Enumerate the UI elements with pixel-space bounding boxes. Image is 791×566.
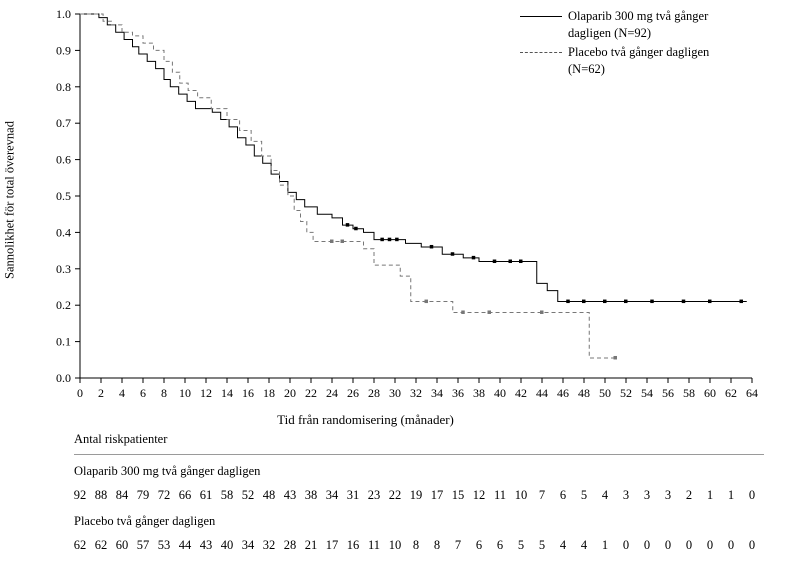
risk-count: 12 xyxy=(472,488,486,502)
risk-count: 19 xyxy=(409,488,423,502)
risk-count: 28 xyxy=(283,538,297,552)
risk-group-label-olaparib: Olaparib 300 mg två gånger dagligen xyxy=(74,464,261,478)
risk-count: 34 xyxy=(241,538,255,552)
number-at-risk-table xyxy=(0,430,791,566)
risk-count: 6 xyxy=(475,538,483,552)
censor-mark xyxy=(451,252,455,256)
censor-mark xyxy=(425,300,429,304)
risk-count: 16 xyxy=(346,538,360,552)
censor-mark xyxy=(380,238,384,242)
censor-mark xyxy=(346,223,350,227)
risk-count: 1 xyxy=(727,488,735,502)
x-tick-label: 34 xyxy=(431,386,443,400)
risk-count: 5 xyxy=(580,488,588,502)
risk-count: 0 xyxy=(748,488,756,502)
legend-label-placebo-line1: Placebo två gånger dagligen xyxy=(568,45,710,59)
risk-count: 31 xyxy=(346,488,360,502)
risk-count: 44 xyxy=(178,538,192,552)
risk-count: 88 xyxy=(94,488,108,502)
x-tick-label: 58 xyxy=(683,386,695,400)
censor-mark xyxy=(624,300,628,304)
risk-count: 0 xyxy=(685,538,693,552)
censor-mark xyxy=(330,240,334,244)
censor-mark xyxy=(461,310,465,314)
censor-mark xyxy=(603,300,607,304)
x-tick-label: 50 xyxy=(599,386,611,400)
chart-legend xyxy=(520,8,782,80)
risk-row-olaparib xyxy=(0,488,791,504)
censor-mark xyxy=(614,356,618,360)
risk-count: 0 xyxy=(664,538,672,552)
risk-count: 40 xyxy=(220,538,234,552)
censor-mark xyxy=(519,260,523,264)
censor-mark xyxy=(540,310,544,314)
risk-count: 21 xyxy=(304,538,318,552)
risk-group-label-placebo: Placebo två gånger dagligen xyxy=(74,514,216,528)
risk-count: 60 xyxy=(115,538,129,552)
risk-count: 43 xyxy=(283,488,297,502)
x-tick-label: 36 xyxy=(452,386,464,400)
risk-count: 7 xyxy=(454,538,462,552)
censor-mark xyxy=(708,300,712,304)
y-tick-label: 0.3 xyxy=(56,261,71,276)
risk-table-title: Antal riskpatienter xyxy=(74,432,168,446)
risk-count: 5 xyxy=(517,538,525,552)
censor-mark xyxy=(395,238,399,242)
risk-count: 15 xyxy=(451,488,465,502)
y-tick-label: 0.6 xyxy=(56,152,71,167)
risk-count: 58 xyxy=(220,488,234,502)
risk-count: 1 xyxy=(706,488,714,502)
legend-entry-placebo xyxy=(520,44,782,78)
risk-count: 66 xyxy=(178,488,192,502)
legend-swatch-dashed xyxy=(520,52,562,53)
risk-count: 53 xyxy=(157,538,171,552)
risk-count: 5 xyxy=(538,538,546,552)
x-tick-label: 24 xyxy=(326,386,338,400)
risk-count: 3 xyxy=(664,488,672,502)
risk-count: 32 xyxy=(262,538,276,552)
y-tick-label: 0.7 xyxy=(56,116,71,131)
risk-count: 62 xyxy=(73,538,87,552)
x-tick-label: 12 xyxy=(200,386,212,400)
censor-mark xyxy=(566,300,570,304)
x-tick-label: 62 xyxy=(725,386,737,400)
x-tick-label: 44 xyxy=(536,386,548,400)
x-tick-label: 30 xyxy=(389,386,401,400)
censor-mark xyxy=(472,256,476,260)
risk-count: 10 xyxy=(388,538,402,552)
x-tick-label: 2 xyxy=(98,386,104,400)
x-tick-label: 38 xyxy=(473,386,485,400)
risk-count: 10 xyxy=(514,488,528,502)
risk-count: 3 xyxy=(622,488,630,502)
risk-count: 22 xyxy=(388,488,402,502)
risk-count: 17 xyxy=(430,488,444,502)
risk-count: 0 xyxy=(622,538,630,552)
risk-count: 1 xyxy=(601,538,609,552)
x-tick-label: 8 xyxy=(161,386,167,400)
y-tick-label: 0.8 xyxy=(56,79,71,94)
censor-mark xyxy=(341,240,345,244)
risk-count: 92 xyxy=(73,488,87,502)
risk-count: 43 xyxy=(199,538,213,552)
x-tick-label: 64 xyxy=(746,386,758,400)
risk-count: 34 xyxy=(325,488,339,502)
censor-mark xyxy=(388,238,392,242)
y-tick-label: 0.4 xyxy=(56,225,71,240)
risk-count: 6 xyxy=(559,488,567,502)
x-tick-label: 56 xyxy=(662,386,674,400)
y-axis-label: Sannolikhet för total överevnad xyxy=(2,121,17,279)
x-tick-label: 22 xyxy=(305,386,317,400)
x-tick-label: 0 xyxy=(77,386,83,400)
x-tick-label: 52 xyxy=(620,386,632,400)
risk-count: 17 xyxy=(325,538,339,552)
risk-count: 3 xyxy=(643,488,651,502)
risk-row-placebo xyxy=(0,538,791,554)
legend-label-placebo-line2: (N=62) xyxy=(568,62,605,76)
risk-count: 0 xyxy=(643,538,651,552)
risk-count: 52 xyxy=(241,488,255,502)
risk-count: 61 xyxy=(199,488,213,502)
risk-count: 4 xyxy=(559,538,567,552)
x-tick-label: 20 xyxy=(284,386,296,400)
risk-count: 6 xyxy=(496,538,504,552)
x-tick-label: 14 xyxy=(221,386,233,400)
risk-count: 38 xyxy=(304,488,318,502)
censor-mark xyxy=(493,260,497,264)
x-axis-label: Tid från randomisering (månader) xyxy=(277,412,454,427)
x-tick-label: 60 xyxy=(704,386,716,400)
risk-count: 0 xyxy=(706,538,714,552)
risk-count: 57 xyxy=(136,538,150,552)
x-tick-label: 18 xyxy=(263,386,275,400)
x-tick-label: 40 xyxy=(494,386,506,400)
y-tick-label: 0.9 xyxy=(56,43,71,58)
censor-mark xyxy=(740,300,744,304)
x-tick-label: 26 xyxy=(347,386,359,400)
censor-mark xyxy=(488,310,492,314)
risk-count: 48 xyxy=(262,488,276,502)
x-tick-label: 42 xyxy=(515,386,527,400)
risk-count: 8 xyxy=(412,538,420,552)
x-tick-label: 32 xyxy=(410,386,422,400)
y-tick-label: 0.2 xyxy=(56,298,71,313)
risk-table-divider xyxy=(74,454,764,455)
risk-count: 84 xyxy=(115,488,129,502)
risk-count: 72 xyxy=(157,488,171,502)
censor-mark xyxy=(430,245,434,249)
risk-count: 11 xyxy=(493,488,507,502)
x-tick-label: 10 xyxy=(179,386,191,400)
legend-swatch-solid xyxy=(520,16,562,17)
x-tick-label: 16 xyxy=(242,386,254,400)
x-tick-label: 4 xyxy=(119,386,125,400)
censor-mark xyxy=(582,300,586,304)
censor-mark xyxy=(682,300,686,304)
y-tick-label: 0.5 xyxy=(56,189,71,203)
risk-count: 4 xyxy=(580,538,588,552)
y-tick-label: 0.0 xyxy=(56,371,71,385)
y-tick-label: 0.1 xyxy=(56,334,71,349)
risk-count: 0 xyxy=(748,538,756,552)
y-tick-label: 1.0 xyxy=(56,7,71,21)
risk-count: 62 xyxy=(94,538,108,552)
risk-count: 0 xyxy=(727,538,735,552)
risk-count: 4 xyxy=(601,488,609,502)
x-tick-label: 54 xyxy=(641,386,653,400)
x-tick-label: 6 xyxy=(140,386,146,400)
risk-count: 23 xyxy=(367,488,381,502)
legend-entry-olaparib xyxy=(520,8,782,42)
risk-count: 8 xyxy=(433,538,441,552)
risk-count: 11 xyxy=(367,538,381,552)
censor-mark xyxy=(509,260,513,264)
censor-mark xyxy=(650,300,654,304)
risk-count: 79 xyxy=(136,488,150,502)
legend-label-olaparib-line1: Olaparib 300 mg två gånger xyxy=(568,9,709,23)
risk-count: 7 xyxy=(538,488,546,502)
legend-label-olaparib-line2: dagligen (N=92) xyxy=(568,26,652,40)
x-tick-label: 46 xyxy=(557,386,569,400)
x-tick-label: 48 xyxy=(578,386,590,400)
censor-mark xyxy=(354,227,358,231)
x-tick-label: 28 xyxy=(368,386,380,400)
risk-count: 2 xyxy=(685,488,693,502)
